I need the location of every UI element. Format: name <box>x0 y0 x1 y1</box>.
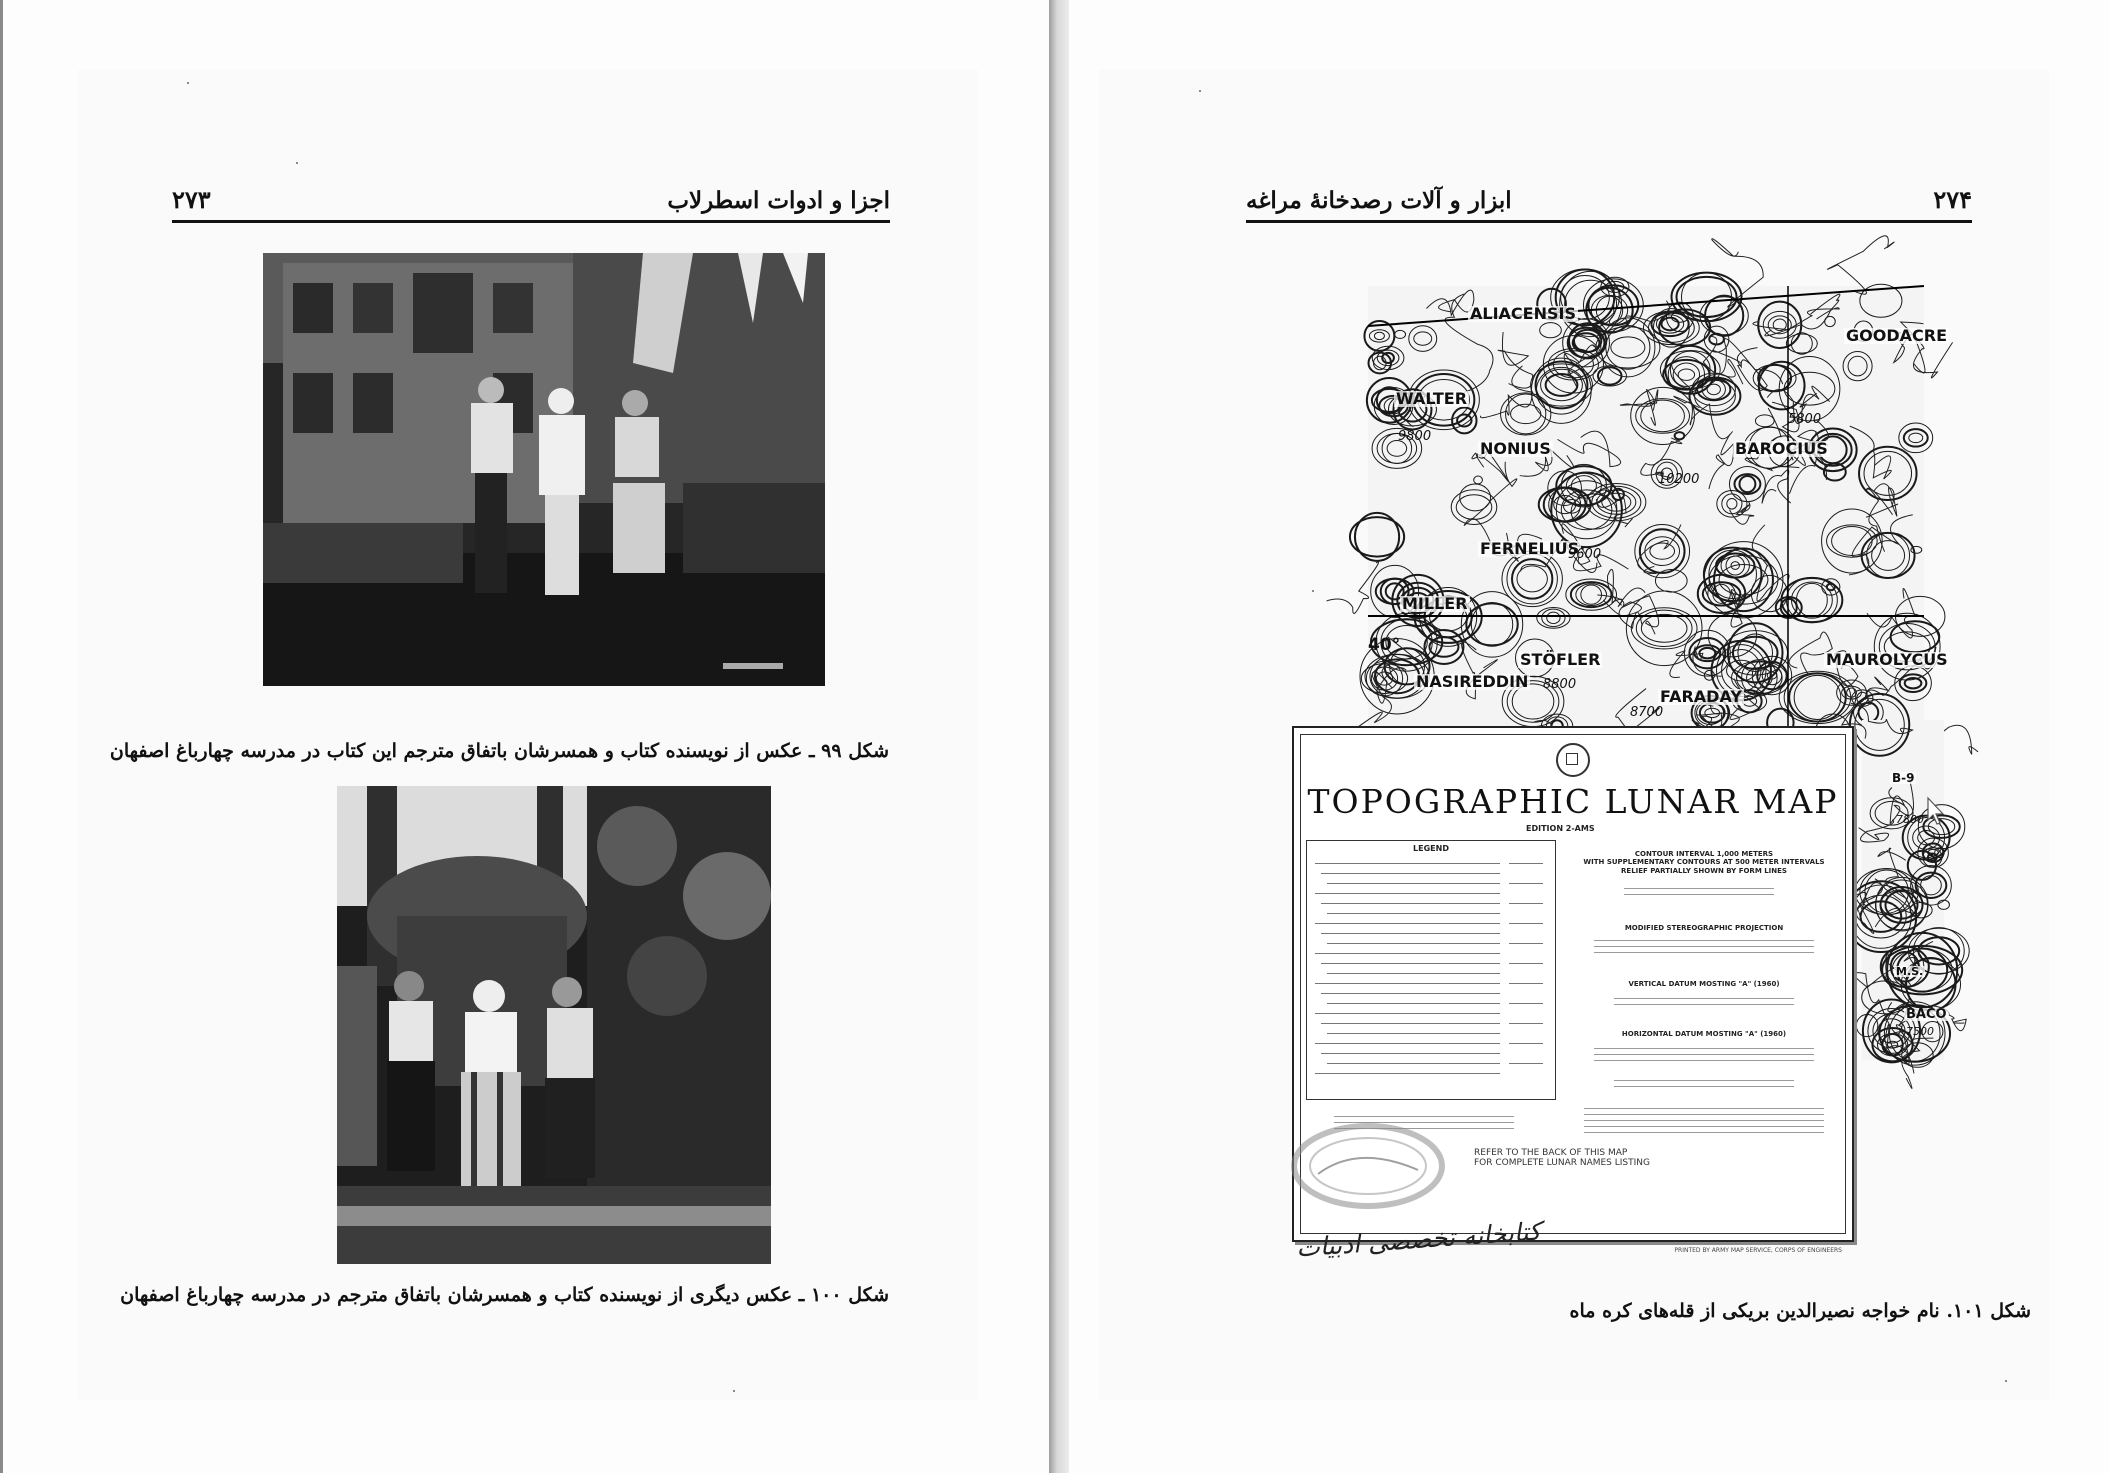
elevation-9600: 9600 <box>1568 547 1602 562</box>
crater-label-maurolycus: MAUROLYCUS <box>1826 650 1948 669</box>
contour-note: CONTOUR INTERVAL 1,000 METERS WITH SUPPLEMENTARY CONTOURS AT 500 METER INTERVALS RELIEF PARTIALLY SHOWN BY FORM LINES <box>1583 850 1825 875</box>
figure-100-photo <box>337 786 771 1264</box>
left-page-number: ۲۷۳ <box>172 185 211 214</box>
crater-label-miller: MILLER <box>1402 594 1468 613</box>
crater-label-goodacre: GOODACRE <box>1846 326 1947 345</box>
crater-label-barocius: BAROCIUS <box>1735 439 1828 458</box>
map-edition: EDITION 2-AMS <box>1526 824 1595 833</box>
army-emblem-icon <box>1556 743 1590 777</box>
map-printed-by: PRINTED BY ARMY MAP SERVICE, CORPS OF ENGINEERS <box>1674 1247 1842 1254</box>
lunar-map-terrain-lower <box>1862 720 1947 1060</box>
crater-label-walter: WALTER <box>1396 389 1468 408</box>
map-title: TOPOGRAPHIC LUNAR MAP <box>1307 782 1839 821</box>
crater-label-ms: M.S. <box>1896 965 1924 978</box>
vertical-datum: VERTICAL DATUM MOSTING "A" (1960) <box>1628 980 1780 988</box>
right-running-title: ابزار و آلات رصدخانهٔ مراغه <box>1246 187 1512 214</box>
crater-label-faraday: FARADAY <box>1660 687 1742 706</box>
figure-99-photo <box>263 253 825 686</box>
crater-label-aliacensis: ALIACENSIS <box>1470 304 1576 323</box>
horizontal-datum: HORIZONTAL DATUM MOSTING "A" (1960) <box>1621 1030 1787 1038</box>
elevation-8700: 8700 <box>1630 705 1664 720</box>
crater-label-nonius: NONIUS <box>1480 439 1551 458</box>
mouse-cursor-icon <box>1926 796 1946 826</box>
figure-101-caption: شکل ۱۰۱. نام خواجه نصیرالدین بریکی از قله‌های کره ماه <box>1569 1300 2031 1322</box>
left-running-title: اجزا و ادوات اسطرلاب <box>667 187 890 214</box>
library-stamp-icon <box>1288 1114 1448 1214</box>
map-refer-note: REFER TO THE BACK OF THIS MAP FOR COMPLETE LUNAR NAMES LISTING <box>1474 1148 1650 1169</box>
figure-100-caption: شکل ۱۰۰ ـ عکس دیگری از نویسنده کتاب و همسرشان باتفاق مترجم در مدرسه چهارباغ اصفهان <box>120 1284 889 1306</box>
library-stamp-signature: کتابخانه تخصصی ادبیات <box>1295 1216 1542 1263</box>
page-gutter <box>1049 0 1069 1473</box>
elevation-7500: 7500 <box>1906 1025 1934 1038</box>
crater-label-stofler: STÖFLER <box>1520 650 1601 669</box>
elevation-10200: 10200 <box>1658 472 1700 487</box>
crater-label-b9: B-9 <box>1892 771 1915 785</box>
elevation-5800: 5800 <box>1788 412 1822 427</box>
figure-99-caption: شکل ۹۹ ـ عکس از نویسنده کتاب و همسرشان باتفاق مترجم این کتاب در مدرسه چهارباغ اصفهان <box>109 740 889 762</box>
crater-label-nasireddin: NASIREDDIN <box>1416 672 1529 691</box>
projection-heading: MODIFIED STEREOGRAPHIC PROJECTION <box>1624 924 1784 932</box>
elevation-9800: 9800 <box>1398 429 1432 444</box>
right-page-number: ۲۷۴ <box>1933 185 1972 214</box>
latitude-label: 40° <box>1368 635 1401 655</box>
crater-label-baco: BACO <box>1906 1007 1947 1022</box>
right-running-head <box>1246 180 1972 223</box>
elevation-8800: 8800 <box>1543 677 1577 692</box>
legend-heading: LEGEND <box>1413 844 1449 853</box>
legend-box <box>1306 840 1556 1100</box>
left-running-head <box>172 180 890 223</box>
lunar-map-terrain <box>1368 286 1948 734</box>
left-page <box>0 0 1049 1473</box>
elevation-7800: 7800 <box>1896 813 1924 826</box>
crater-label-fernelius: FERNELIUS <box>1480 539 1580 558</box>
